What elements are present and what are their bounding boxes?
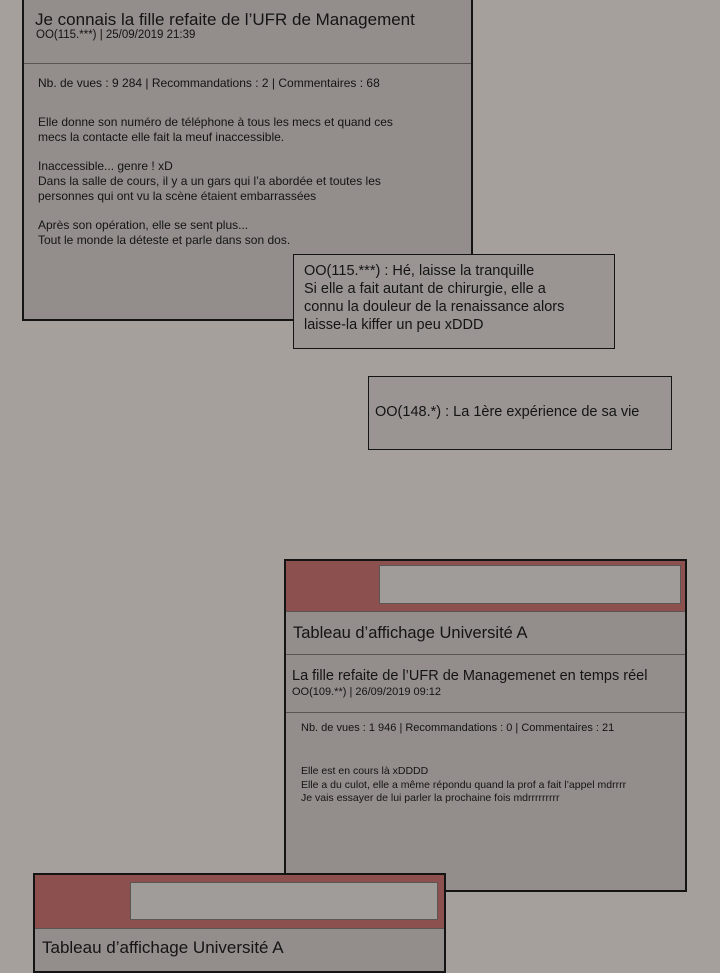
board-name[interactable]: Tableau d’affichage Université A (42, 938, 284, 957)
post-stats: Nb. de vues : 1 946 | Recommandations : 0 | Commentaires : 21 (301, 722, 615, 734)
board-window (284, 559, 687, 892)
board-search-field[interactable] (130, 882, 438, 920)
post-line: Elle est en cours là xDDDD (301, 765, 429, 777)
comment-text: OO(115.***) : Hé, laisse la tranquille Si elle a fait autant de chirurgie, elle a connu la douleur de la renaissance alors laisse-la kiffer un peu xDDD (304, 263, 565, 333)
post-author-date: OO(109.**) | 26/09/2019 09:12 (292, 686, 442, 698)
post-title[interactable]: Je connais la fille refaite de l’UFR de Management (35, 10, 415, 29)
board-divider (286, 654, 685, 655)
board-search-field[interactable] (379, 565, 681, 604)
comment-bubble (368, 376, 672, 450)
comment-text: OO(148.*) : La 1ère expérience de sa vie (375, 404, 640, 420)
post-divider (24, 63, 471, 64)
post-paragraph: Elle donne son numéro de téléphone à tous les mecs et quand ces mecs la contacte elle fait la meuf inaccessible. (38, 115, 393, 144)
post-stats: Nb. de vues : 9 284 | Recommandations : 2 | Commentaires : 68 (38, 76, 380, 90)
post-paragraph: Après son opération, elle se sent plus... Tout le monde la déteste et parle dans son dos. (38, 218, 291, 247)
post-line: Je vais essayer de lui parler la prochaine fois mdrrrrrrrrr (301, 792, 560, 804)
board-window (33, 873, 446, 973)
post-divider (286, 712, 685, 713)
comment-bubble (293, 254, 615, 349)
post-author-date: OO(115.***) | 25/09/2019 21:39 (36, 29, 196, 41)
post-line: Elle a du culot, elle a même répondu quand la prof a fait l’appel mdrrrr (301, 778, 627, 791)
post-body (301, 765, 626, 806)
post-title[interactable]: La fille refaite de l’UFR de Managemenet en temps réel (292, 668, 648, 684)
post-body (38, 115, 458, 262)
board-name[interactable]: Tableau d’affichage Université A (293, 624, 528, 642)
board-header-bar (286, 561, 685, 612)
post-paragraph: Inaccessible... genre ! xD Dans la salle de cours, il y a un gars qui l’a abordée et toutes les personnes qui ont vu la scène étaient embarrassées (38, 159, 381, 203)
board-header-bar (35, 875, 444, 929)
